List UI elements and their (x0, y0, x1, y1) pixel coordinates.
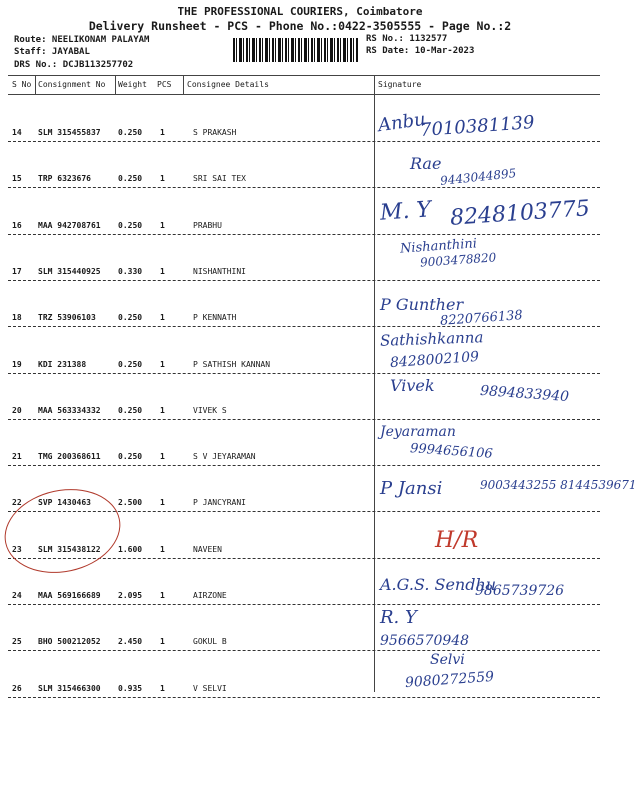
signature-name: R. Y (380, 607, 417, 629)
signature-phone: 9003478820 (419, 250, 497, 270)
row-pcs: 1 (160, 498, 165, 508)
staff-label: Staff: JAYABAL (14, 47, 90, 57)
row-pcs: 1 (160, 405, 165, 415)
signature-name: A.G.S. Sendhu (380, 575, 497, 594)
row-separator (8, 326, 600, 327)
row-weight: 2.500 (118, 498, 143, 508)
row-consignee: AIRZONE (193, 591, 227, 600)
row-consignee: SRI SAI TEX (193, 174, 246, 184)
red-circle-mark (0, 479, 128, 584)
row-separator (8, 465, 600, 466)
row-weight: 0.250 (118, 174, 143, 184)
page-subtitle: Delivery Runsheet - PCS - Phone No.:0422-3505555 - Page No.:2 (88, 19, 512, 33)
col-header-pcs: PCS (157, 80, 172, 89)
row-consignment-no: MAA 569166689 (38, 591, 101, 600)
signature-col-divider (374, 75, 375, 692)
signature-cell (380, 519, 600, 559)
row-weight: 0.250 (118, 452, 143, 462)
row-pcs: 1 (160, 220, 165, 230)
row-separator (8, 604, 600, 605)
signature-name: P Gunther (380, 295, 464, 315)
signature-name: Vivek (390, 375, 435, 395)
row-pcs: 1 (160, 266, 165, 276)
signature-name: Nishanthini (399, 236, 478, 257)
row-sno: 26 (12, 683, 22, 693)
row-consignee: P JANCYRANI (193, 498, 246, 508)
col-header-signature: Signature (378, 80, 422, 89)
row-pcs: 1 (160, 359, 165, 369)
signature-phone: 8220766138 (439, 308, 524, 330)
row-separator (8, 373, 600, 374)
row-weight: 2.095 (118, 591, 143, 600)
row-sno: 22 (12, 498, 22, 508)
signature-phone: 9566570948 (380, 633, 470, 650)
row-consignee: GOKUL B (193, 637, 227, 647)
signature-name: Rae (410, 154, 442, 174)
handwritten-annotation: H/R (435, 528, 479, 553)
row-weight: 1.600 (118, 544, 143, 554)
signature-cell (380, 426, 600, 466)
row-sno: 24 (12, 591, 22, 600)
signature-phone: 8248103775 (449, 195, 591, 231)
row-sno: 23 (12, 544, 22, 554)
row-consignment-no: MAA 942708761 (38, 220, 101, 230)
row-pcs: 1 (160, 128, 165, 137)
row-consignment-no: SLM 315440925 (38, 266, 101, 276)
col-divider (183, 75, 184, 95)
row-sno: 15 (12, 174, 22, 184)
signature-cell (380, 195, 600, 235)
drs-number: DRS No.: DCJB113257702 (14, 60, 134, 70)
signature-name: Anbu (376, 108, 427, 137)
row-consignment-no: MAA 563334332 (38, 405, 101, 415)
row-pcs: 1 (160, 174, 165, 184)
signature-phone: 9443044895 (439, 166, 517, 189)
signature-phone: 9894833940 (479, 382, 570, 405)
row-consignee: P KENNATH (193, 313, 237, 323)
row-consignee: S PRAKASH (193, 128, 237, 137)
signature-phone: 9003443255 8144539671 (480, 478, 637, 493)
signature-name: Jeyaraman (380, 424, 456, 441)
row-consignee: PRABHU (193, 220, 222, 230)
signature-cell (379, 327, 600, 374)
signature-phone: 8428002109 (389, 348, 480, 371)
row-weight: 2.450 (118, 637, 143, 647)
col-header-weight: Weight (118, 80, 147, 89)
col-divider (35, 75, 36, 95)
row-consignee: NAVEEN (193, 544, 222, 554)
row-sno: 18 (12, 313, 22, 323)
signature-cell (380, 607, 600, 651)
row-consignment-no: KDI 231388 (38, 359, 87, 369)
col-divider (115, 75, 116, 95)
signature-phone: 9994656106 (409, 441, 494, 462)
signature-cell (380, 565, 600, 605)
table-top-border (8, 75, 600, 76)
row-separator (8, 187, 600, 188)
row-consignee: VIVEK S (193, 405, 227, 415)
row-weight: 0.250 (118, 313, 143, 323)
row-separator (8, 280, 600, 281)
row-sno: 17 (12, 266, 22, 276)
rs-date: RS Date: 10-Mar-2023 (366, 46, 475, 56)
row-pcs: 1 (160, 637, 165, 647)
row-consignment-no: TMG 200368611 (38, 452, 101, 462)
row-separator (8, 234, 600, 235)
signature-phone: 7010381139 (419, 112, 536, 141)
row-consignee: NISHANTHINI (193, 266, 246, 276)
col-header-sno: S No (12, 80, 32, 89)
row-pcs: 1 (160, 544, 165, 554)
signature-cell (380, 148, 600, 188)
row-separator (8, 697, 600, 698)
signature-cell (380, 287, 600, 330)
row-consignment-no: SVP 1430463 (38, 498, 91, 508)
row-weight: 0.935 (118, 683, 143, 693)
row-weight: 0.250 (118, 405, 143, 415)
row-pcs: 1 (160, 452, 165, 462)
row-consignee: P SATHISH KANNAN (193, 359, 271, 369)
rs-number: RS No.: 1132577 (366, 34, 448, 44)
signature-cell (380, 236, 600, 281)
row-sno: 14 (12, 128, 22, 137)
row-weight: 0.250 (118, 220, 143, 230)
signature-name: P Jansi (380, 478, 443, 500)
row-pcs: 1 (160, 313, 165, 323)
signature-phone: 9080272559 (404, 668, 495, 691)
row-sno: 16 (12, 220, 22, 230)
row-sno: 21 (12, 452, 22, 462)
row-consignee: V SELVI (193, 683, 227, 693)
row-pcs: 1 (160, 591, 165, 600)
row-separator (8, 419, 600, 420)
signature-name: Selvi (430, 651, 465, 668)
row-sno: 25 (12, 637, 22, 647)
row-pcs: 1 (160, 683, 165, 693)
row-sno: 19 (12, 359, 22, 369)
table-header-border (8, 94, 600, 95)
row-consignment-no: SLM 315466300 (38, 683, 101, 693)
row-separator (8, 141, 600, 142)
row-consignment-no: SLM 315455837 (38, 128, 101, 137)
signature-phone: 9865739726 (475, 583, 565, 599)
row-weight: 0.330 (118, 266, 143, 276)
signature-cell (376, 102, 600, 142)
page-title: THE PROFESSIONAL COURIERS, Coimbatore (177, 5, 423, 18)
signature-name: Sathishkanna (379, 327, 484, 350)
row-consignment-no: TRP 6323676 (38, 174, 91, 184)
row-weight: 0.250 (118, 359, 143, 369)
row-consignment-no: SLM 315438122 (38, 544, 101, 554)
row-consignee: S V JEYARAMAN (193, 452, 256, 462)
signature-cell (380, 472, 637, 512)
barcode (233, 38, 358, 62)
route-label: Route: NEELIKONAM PALAYAM (14, 35, 150, 45)
signature-cell (380, 375, 600, 420)
row-consignment-no: BHO 500212052 (38, 637, 101, 647)
row-weight: 0.250 (118, 128, 143, 137)
row-consignment-no: TRZ 53906103 (38, 313, 96, 323)
row-sno: 20 (12, 405, 22, 415)
signature-name: M. Y (379, 196, 432, 226)
signature-cell (380, 651, 600, 698)
col-header-consignee: Consignee Details (187, 80, 269, 89)
col-header-consignment: Consignment No (38, 80, 106, 89)
row-separator (8, 650, 600, 651)
